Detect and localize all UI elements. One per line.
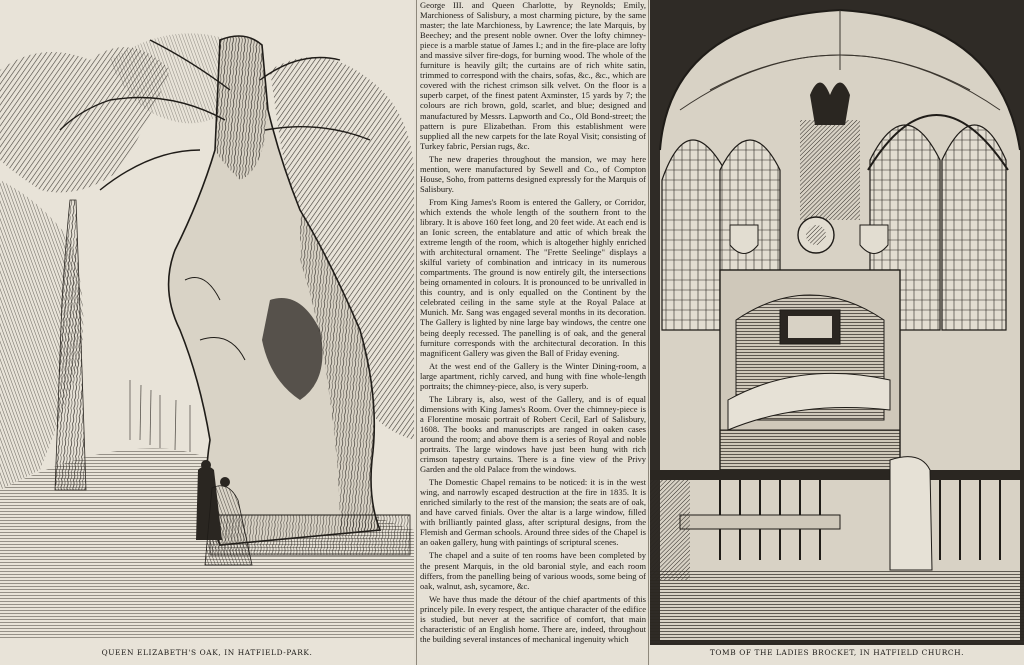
- tomb-engraving-plate: [650, 0, 1024, 665]
- article-paragraph: George III. and Queen Charlotte, by Reynolds; Emily, Marchioness of Salisbury, a most charming picture, by the same master; the late Marchioness, by Lawrence; the late Marquis, by Beechey; and the present noble owner. Over the lofty chimney-piece is a marble statue of James I.; and in the fire-place are lofty and massive silver fire-dogs, for burning wood. The whole of the furniture is heavily gilt; the curtains are of rich white satin, trimmed to correspond with the chairs, sofas, &c., &c., which are covered with the richest crimson silk velvet. On the floor is a superb carpet, of the finest patent Axminster, 15 yards by 7; the colours are rich brown, gold, scarlet, and blue; designed and manufactured by Messrs. Lapworth and Co., Old Bond-street; the pattern is pure Elizabethan. From this establishment were supplied all the new carpets for the late Royal Visit; consisting of Turkey fabric, Persian rugs, &c.: [420, 0, 646, 151]
- church-floor: [650, 570, 1024, 645]
- article-paragraph: From King James's Room is entered the Gallery, or Corridor, which extends the whole length of the southern front to the library. It is above 160 feet long, and 20 feet wide. At each end is an Ionic screen, the entablature and attic of which break the extreme length of the room, which is altogether highly enriched with architectural ornament. The "Frette Seelinge" displays a skilful variety of combination and intricacy in its numerous compartments. The ground is now entirely gilt, the intersections being ornamented in colours. It is pronounced to be unrivalled in this country, and is only equalled on the Continent by the celebrated ceiling in the same style at the Royal Palace at Munich. Mr. Sang was engaged several months in its decoration. The Gallery is lighted by nine large bay windows, the centre one being deeply recessed. The panelling is of oak, and the general furniture corresponds with the architectural decoration. In this magnificent Gallery was given the Ball of Friday evening.: [420, 196, 646, 358]
- oak-engraving-plate: [0, 0, 414, 665]
- article-paragraph: The new draperies throughout the mansion, we may here mention, were manufactured by Sewell and Co., of Compton House, Soho, from patterns designed expressly for the Marquis of Salisbury.: [420, 153, 646, 194]
- article-paragraph: At the west end of the Gallery is the Winter Dining-room, a large apartment, richly carved, and hung with fine whole-length portraits; the chimney-piece, also, is very superb.: [420, 360, 646, 391]
- oak-caption: QUEEN ELIZABETH'S OAK, IN HATFIELD-PARK.: [101, 648, 313, 657]
- article-column: [420, 0, 646, 665]
- tomb: [720, 270, 900, 470]
- column-rule-left: [416, 0, 417, 665]
- tomb-engraving: [650, 0, 1024, 665]
- article-paragraph: The Library is, also, west of the Gallery, and is of equal dimensions with King James's Room. Over the chimney-piece is a Florentine mosaic portrait of Robert Cecil, Earl of Salisbury, 1608. The books and manuscripts are ranged in oaken cases around the room; and above them is a series of Royal and noble portraits. The large windows have just been hung with rich crimson tapestry curtains. There is a fine view of the Privy Garden and the old Palace from the windows.: [420, 393, 646, 475]
- article-paragraph: The chapel and a suite of ten rooms have been completed by the present Marquis, in the old baronial style, and each room differs, from the panelling being of various woods, some being of oak, walnut, ash, sycamore, &c.: [420, 550, 646, 591]
- column-rule-right: [648, 0, 649, 665]
- article-paragraph: The Domestic Chapel remains to be noticed: it is in the west wing, and narrowly escaped destruction at the fire in 1835. It is enriched similarly to the rest of the mansion; the seats are of oak, and have carved finials. Over the altar is a large window, filled with brilliantly painted glass, after scriptural designs, from the Flemish and German schools. Around three sides of the Chapel is an oaken gallery, hung with paintings of scriptural scenes.: [420, 477, 646, 548]
- article-paragraph: We have thus made the détour of the chief apartments of this princely pile. In every respect, the antique character of the edifice is studied, but never at the sacrifice of comfort, that main characteristic of an English home. There are, indeed, throughout the building several instances of mechanical ingenuity which: [420, 593, 646, 644]
- draped-cloth: [890, 457, 932, 570]
- tomb-caption: TOMB OF THE LADIES BROCKET, IN HATFIELD CHURCH.: [709, 648, 965, 657]
- central-pier: [800, 120, 860, 220]
- oak-engraving: [0, 0, 414, 665]
